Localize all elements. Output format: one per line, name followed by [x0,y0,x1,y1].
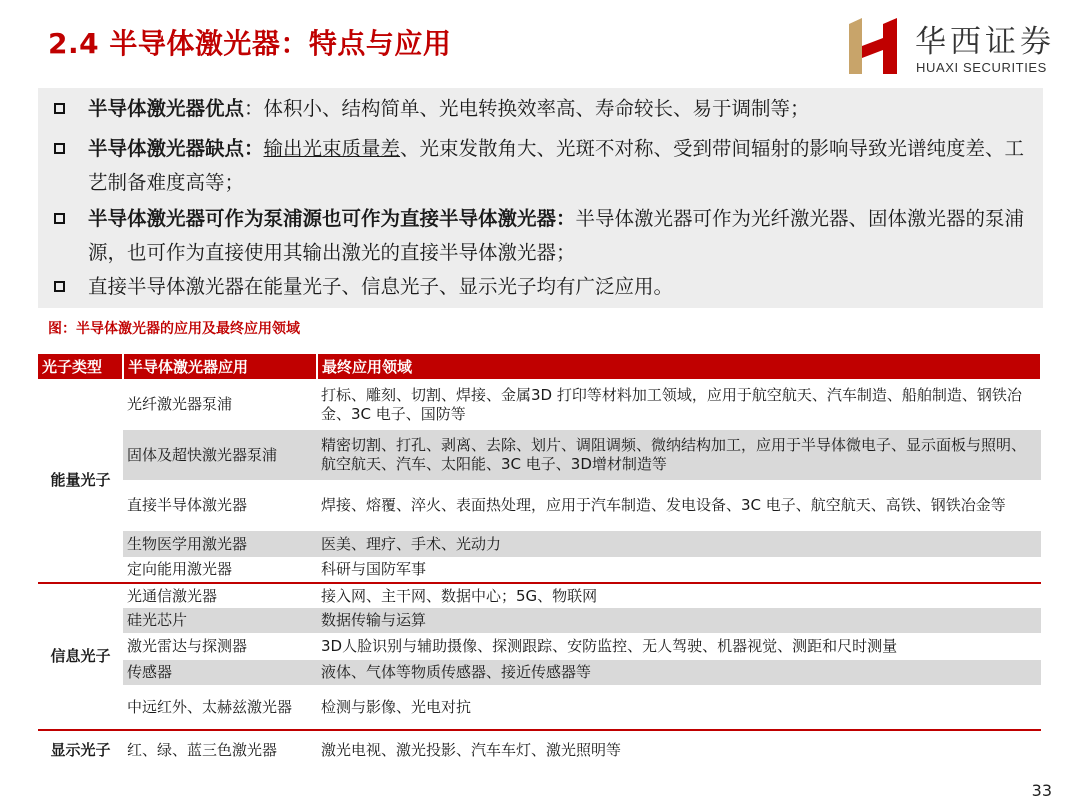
square-bullet-icon [54,213,65,224]
huaxi-logo [845,14,1060,78]
row-application: 传感器 [123,660,317,685]
table-row [38,608,1041,633]
bullet-panel [38,88,1043,308]
logo-english-name: HUAXI SECURITIES [916,60,1047,75]
row-end-use: 医美、理疗、手术、光动力 [317,531,1041,557]
bullet-underlined-text: 输出光束质量差 [263,137,401,160]
figure-caption: 图：半导体激光器的应用及最终应用领域 [48,321,300,337]
table-row [38,660,1041,685]
row-end-use: 数据传输与运算 [317,608,1041,633]
row-end-use: 激光电视、激光投影、汽车车灯、激光照明等 [317,730,1041,770]
row-end-use: 科研与国防军事 [321,560,427,578]
row-application: 红、绿、蓝三色激光器 [123,730,317,770]
header-laser-application: 半导体激光器应用 [123,354,317,379]
square-bullet-icon [54,281,65,292]
bullet-heading: 半导体激光器缺点： [88,137,264,160]
row-end-use: 精密切割、打孔、剥离、去除、划片、调阻调频、微纳结构加工，应用于半导体微电子、显示面板与照明、航空航天、汽车、太阳能、3C 电子、3D增材制造等 [317,430,1041,480]
row-end-use: 检测与影像、光电对抗 [321,697,472,716]
row-application: 硅光芯片 [123,608,317,633]
table-row [38,685,1041,730]
row-end-use: 打标、雕刻、切割、焊接、金属3D 打印等材料加工领域，应用于航空航天、汽车制造、船舶制造、钢铁冶金、3C 电子、国防等 [321,385,1022,423]
page-number: 33 [1031,781,1052,800]
bullet-applications [50,270,1035,304]
row-end-use: 液体、气体等物质传感器、接近传感器等 [317,660,1041,685]
logo-chinese-name: 华西证券 [915,24,1055,60]
square-bullet-icon [54,143,65,154]
table-row [38,480,1041,531]
row-application: 激光雷达与探测器 [127,637,248,655]
row-application: 光纤激光器泵浦 [127,395,233,413]
bullet-text: 半导体激光器可作为光纤激光器、固体激光器的泵浦源，也可作为直接使用其输出激光的直接半导体激光器； [88,207,1025,264]
group-label-display: 显示光子 [38,730,123,770]
header-end-use-field: 最终应用领域 [317,354,1041,379]
table-row [38,430,1041,480]
row-end-use: 3D人脸识别与辅助摄像、探测跟踪、安防监控、无人驾驶、机器视觉、测距和尺时测量 [321,637,898,655]
group-label-information: 信息光子 [38,583,123,730]
huaxi-h-icon [845,16,905,76]
table-row [38,633,1041,660]
row-application: 光通信激光器 [123,583,317,608]
bullet-text: 直接半导体激光器在能量光子、信息光子、显示光子均有广泛应用。 [88,275,674,298]
bullet-text: ：体积小、结构简单、光电转换效率高、寿命较长、易于调制等； [244,97,810,120]
page-title: 2.4 半导体激光器：特点与应用 [48,27,452,60]
table-row [38,583,1041,608]
row-application: 固体及超快激光器泵浦 [123,430,317,480]
bullet-heading: 半导体激光器可作为泵浦源也可作为直接半导体激光器： [88,207,576,230]
bullet-pump-source [50,202,1035,270]
bullet-disadvantages [50,132,1035,200]
applications-table [38,354,1042,770]
table-header-row [38,354,1041,379]
table-row [38,531,1041,557]
row-end-use: 接入网、主干网、数据中心；5G、物联网 [317,583,1041,608]
header-photon-type: 光子类型 [38,354,123,379]
bullet-advantages [50,92,1035,126]
row-end-use: 焊接、熔覆、淬火、表面热处理，应用于汽车制造、发电设备、3C 电子、航空航天、高铁、钢铁冶金等 [321,496,1006,514]
bullet-text: 、光束发散角大、光斑不对称、受到带间辐射的影响导致光谱纯度差、工艺制备难度高等； [88,137,1025,194]
bullet-heading: 半导体激光器优点 [88,97,245,120]
square-bullet-icon [54,103,65,114]
table-row [38,730,1041,770]
row-application: 直接半导体激光器 [127,496,248,514]
row-application: 生物医学用激光器 [123,531,317,557]
table-row [38,557,1041,583]
group-label-energy: 能量光子 [50,471,111,489]
row-application: 中远红外、太赫兹激光器 [127,697,293,716]
row-application: 定向能用激光器 [127,560,233,578]
table-row [38,379,1041,430]
